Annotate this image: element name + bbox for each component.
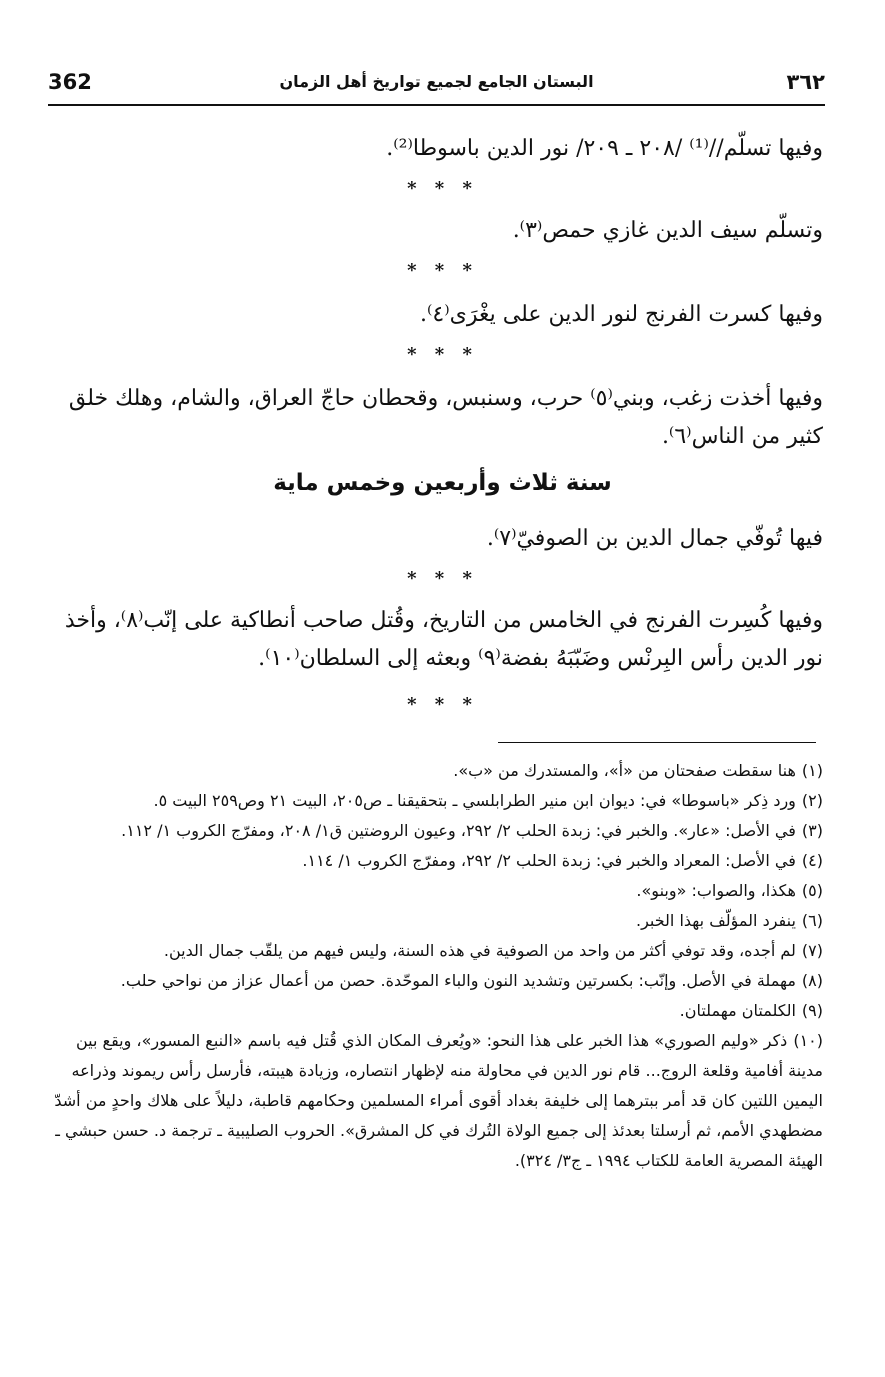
footnote-2: (٢)ورد ذِكر «باسوطا» في: ديوان ابن منير الطرابلسي ـ بتحقيقنا ـ ص٢٠٥، البيت ٢١ وص٢٥٩ البيت ٥. xyxy=(153,791,823,810)
paragraph-2: وتسلّم سيف الدين غازي حمص⁽٣⁾. xyxy=(512,218,823,243)
paragraph-1: وفيها تسلّم//⁽¹⁾ /٢٠٨ ـ ٢٠٩/ نور الدين باسوطا⁽²⁾. xyxy=(386,136,823,161)
footnote-3: (٣)في الأصل: «عار». والخبر في: زبدة الحلب ٢/ ٢٩٢، وعيون الروضتين ق١/ ٢٠٨، ومفرّج الكروب ١/ ١١٢. xyxy=(121,821,823,840)
separator-2: * * * xyxy=(407,260,478,281)
page-number-latin: 362 xyxy=(48,70,92,94)
running-title: البستان الجامع لجميع تواريخ أهل الزمان xyxy=(279,72,594,91)
paragraph-4: وفيها أخذت زغب، وبني⁽٥⁾ حرب، وسنبس، وقحطان حاجّ العراق، والشام، وهلك خلق كثير من الناس⁽٦⁾. xyxy=(68,386,823,449)
footnote-10: (١٠)ذكر «وليم الصوري» هذا الخبر على هذا النحو: «ويُعرف المكان الذي قُتل فيه باسم «النبع المسور»، ويقع بين مدينة أفامية وقلعة الروج... قام نور الدين في محاولة منه لإظهار انتصاره، وزيادة هيبته، فأرسل رأس ريموند وذراعه اليمين اللتين كان قد أمر ببترهما إلى خليفة بغداد أقوى أمراء المسلمين وحكامهم قاطبة، دليلاً على هلاك واحدٍ من أشدّ مضطهدي الأمم، ثم أرسلتا بعدئذ إلى جميع الولاة التُرك في كل المشرق». الحروب الصليبية ـ ترجمة د. حسن حبشي ـ الهيئة المصرية العامة للكتاب ١٩٩٤ ـ ج٣/ ٣٢٤). xyxy=(54,1031,823,1170)
footnote-5: (٥)هكذا، والصواب: «وبنو». xyxy=(636,881,823,900)
separator-1: * * * xyxy=(407,178,478,199)
footnotes xyxy=(48,756,823,1176)
footnote-6: (٦)ينفرد المؤلّف بهذا الخبر. xyxy=(635,911,823,930)
year-heading: سنة ثلاث وأربعين وخمس ماية xyxy=(273,470,612,496)
page-number-arabic: ٣٦٢ xyxy=(786,70,825,94)
footnote-9: (٩)الكلمتان مهملتان. xyxy=(679,1001,823,1020)
separator-3: * * * xyxy=(407,344,478,365)
footnote-rule xyxy=(498,742,816,743)
separator-5: * * * xyxy=(407,694,478,715)
paragraph-3: وفيها كسرت الفرنج لنور الدين على يغْرَى⁽٤⁾. xyxy=(420,302,823,327)
paragraph-6: وفيها كُسِرت الفرنج في الخامس من التاريخ، وقُتل صاحب أنطاكية على إنّب⁽٨⁾، وأخذ نور الدين رأس البِرنْس وضَبّبَهُ بفضة⁽٩⁾ وبعثه إلى السلطان⁽١٠⁾. xyxy=(64,608,823,671)
page-header xyxy=(48,70,825,106)
footnote-7: (٧)لم أجده، وقد توفي أكثر من واحد من الصوفية في هذه السنة، وليس فيهم من يلقّب جمال الدين. xyxy=(163,941,823,960)
footnote-8: (٨)مهملة في الأصل. وإنّب: بكسرتين وتشديد النون والباء الموحّدة. حصن من أعمال عزاز من نواحي حلب. xyxy=(120,971,823,990)
paragraph-5: فيها تُوفّي جمال الدين بن الصوفيّ⁽٧⁾. xyxy=(486,526,823,551)
footnote-1: (١)هنا سقطت صفحتان من «أ»، والمستدرك من «ب». xyxy=(453,761,823,780)
separator-4: * * * xyxy=(407,568,478,589)
footnote-4: (٤)في الأصل: المعراد والخبر في: زبدة الحلب ٢/ ٢٩٢، ومفرّج الكروب ١/ ١١٤. xyxy=(302,851,823,870)
